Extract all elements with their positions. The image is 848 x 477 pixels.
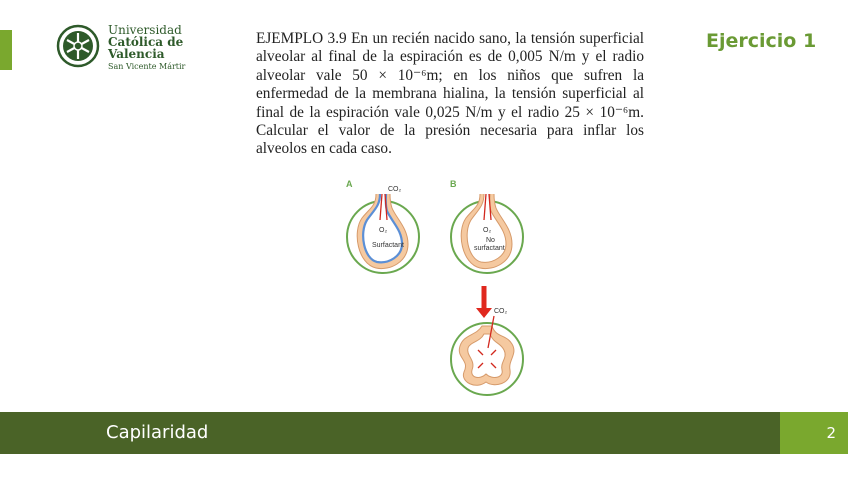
university-crest-icon [56, 24, 100, 68]
page-number-box [780, 412, 848, 454]
footer-bar [0, 412, 780, 454]
problem-statement [256, 30, 644, 159]
o2-label-a: O₂ [379, 227, 388, 234]
co2-label-a: CO₂ [388, 186, 402, 193]
problem-label: EJEMPLO 3.9 [256, 30, 347, 47]
logo-line-2: Católica de [108, 35, 184, 49]
footer-title: Capilaridad [106, 422, 209, 443]
collapse-arrowhead [476, 308, 492, 318]
no-label: No [486, 237, 495, 244]
o2-label-b: O₂ [483, 227, 492, 234]
panel-a-label: A [346, 179, 353, 189]
panel-b-label: B [450, 179, 457, 189]
problem-text: En un recién nacido sano, la tensión superficial alveolar al final de la espiración es de 0,005 N/m y el radio alveolar vale 50 × 10⁻⁶m; en los niños que sufren la enfermedad de la membrana hialina, la tensión superficial al final de la espiración vale 0,025 N/m y el radio 25 × 10⁻⁶m. Calcular el valor de la presión necesaria para inflar los alveolos en cada caso. [256, 30, 644, 158]
logo-text [108, 24, 185, 73]
page-number: 2 [826, 424, 836, 442]
exercise-title: Ejercicio 1 [706, 30, 817, 52]
co2-label-c: CO₂ [494, 308, 508, 315]
no-surfactant-label: surfactant [474, 245, 505, 252]
university-logo [56, 22, 196, 74]
alveoli-diagram [336, 176, 536, 414]
surfactant-label: Surfactant [372, 242, 404, 249]
alveoli-figure [336, 176, 536, 414]
logo-line-1: Universidad [108, 23, 182, 37]
accent-bar [0, 30, 12, 70]
logo-line-3: Valencia [108, 47, 165, 61]
logo-line-4: San Vicente Mártir [108, 62, 186, 71]
